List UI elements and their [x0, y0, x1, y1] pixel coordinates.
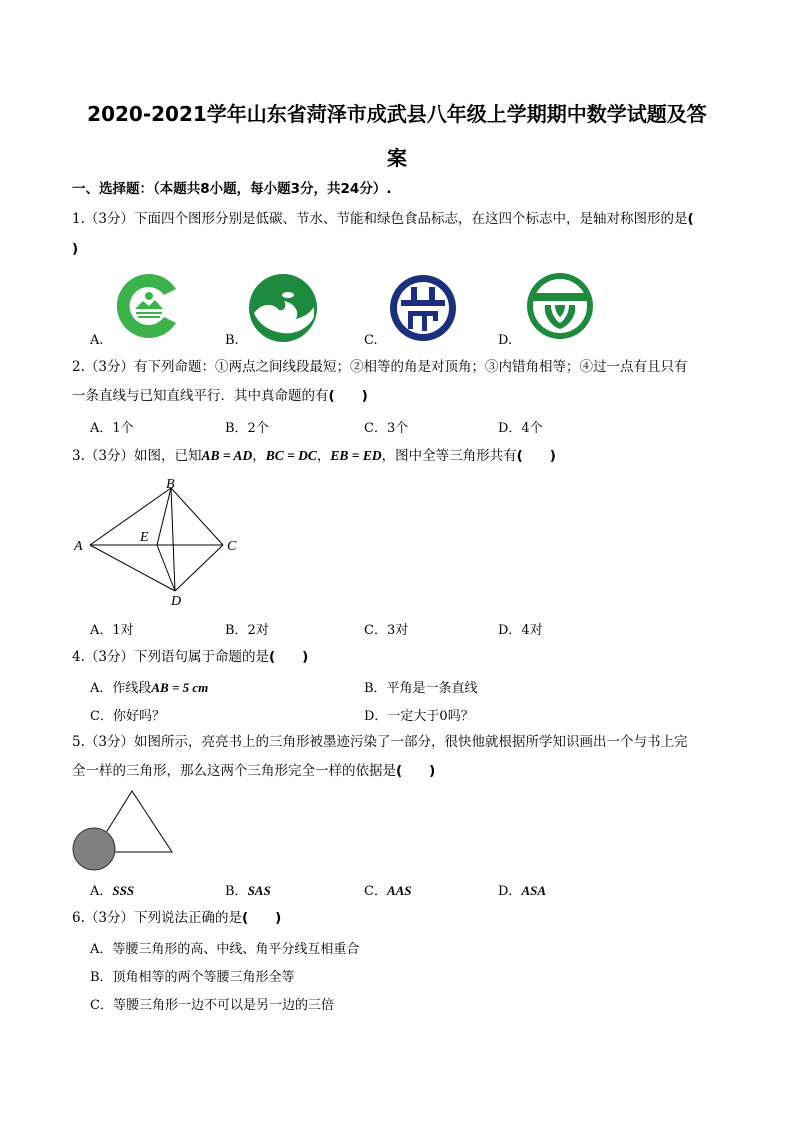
- q4-stem: 4.（3分）下列语句属于命题的是: [72, 649, 269, 665]
- q1-stem: 1.（3分）下面四个图形分别是低碳、节水、节能和绿色食品标志，在这四个标志中，是轴对称图形的是: [72, 211, 688, 227]
- q5-option-d-label: D．: [498, 884, 522, 899]
- label-e: E: [140, 530, 149, 545]
- q2-option-c[interactable]: C．3个: [364, 421, 409, 436]
- q4-paren: ( ): [268, 649, 309, 665]
- q1-option-c[interactable]: C.: [364, 333, 378, 348]
- page-title-line1: 2020-2021学年山东省菏泽市成武县八年级上学期期中数学试题及答: [87, 102, 707, 126]
- q4-option-a[interactable]: [90, 677, 208, 696]
- q2-option-b[interactable]: B．2个: [225, 421, 269, 436]
- q3-math-1: AB = AD: [201, 448, 253, 463]
- water-saving-logo: [248, 273, 318, 343]
- q6-text: [72, 909, 281, 927]
- q5-paren: ( ): [396, 763, 436, 779]
- q4-option-a-prefix: A．作线段: [90, 681, 152, 696]
- q2-paren: ( ): [328, 388, 368, 404]
- q1-option-b[interactable]: B.: [225, 333, 239, 348]
- q3-option-b[interactable]: B．2对: [225, 623, 269, 638]
- q3-suffix: ，图中全等三角形共有: [381, 448, 517, 464]
- label-c: C: [227, 539, 237, 554]
- q5-option-d[interactable]: [498, 880, 546, 899]
- q6-option-c[interactable]: C．等腰三角形一边不可以是另一边的三倍: [90, 998, 334, 1013]
- green-food-logo: [525, 271, 595, 341]
- section-heading: 一、选择题：（本题共8小题，每小题3分，共24分）.: [72, 181, 392, 197]
- q3-option-c[interactable]: C．3对: [364, 623, 409, 638]
- q3-prefix: 3.（3分）如图，已知: [72, 448, 202, 464]
- q5-option-b-math: SAS: [247, 883, 271, 898]
- q3-math-3: EB = ED: [330, 448, 382, 463]
- q3-text: [72, 447, 556, 465]
- q5-line2: [72, 762, 435, 780]
- label-a: A: [74, 539, 83, 554]
- q5-option-c-label: C．: [364, 884, 387, 899]
- q3-figure: [70, 475, 250, 610]
- q6-option-b[interactable]: B．顶角相等的两个等腰三角形全等: [90, 970, 295, 985]
- q6-stem: 6.（3分）下列说法正确的是: [72, 910, 242, 926]
- q1-paren-close: ): [72, 241, 79, 257]
- q5-option-c[interactable]: [364, 880, 412, 899]
- q1-option-d[interactable]: D.: [498, 333, 513, 348]
- q5-stem: 全一样的三角形，那么这两个三角形完全一样的依据是: [72, 763, 396, 779]
- q3-option-d[interactable]: D．4对: [498, 623, 543, 638]
- q4-option-a-math: AB = 5 cm: [151, 680, 209, 695]
- q4-option-b[interactable]: B．平角是一条直线: [364, 681, 478, 696]
- q3-sep1: ，: [252, 448, 266, 464]
- q5-figure: [70, 788, 180, 873]
- q2-stem: 一条直线与已知直线平行．其中真命题的有: [72, 388, 329, 404]
- q5-line1: 5.（3分）如图所示，亮亮书上的三角形被墨迹污染了一部分，很快他就根据所学知识画出一个与书上完: [72, 734, 688, 750]
- q5-option-a-label: A．: [90, 884, 113, 899]
- q3-math-2: BC = DC: [265, 448, 317, 463]
- low-carbon-logo: [114, 271, 184, 341]
- q3-option-a[interactable]: A．1对: [90, 623, 134, 638]
- q5-option-c-math: AAS: [386, 883, 412, 898]
- q5-option-b-label: B．: [225, 884, 248, 899]
- q1-paren-open: (: [687, 211, 694, 227]
- q3-sep2: ，: [316, 448, 331, 464]
- q4-option-d[interactable]: D．一定大于0吗？: [364, 709, 474, 724]
- q5-option-a-math: SSS: [112, 883, 135, 898]
- q3-paren: ( ): [516, 448, 556, 464]
- ink-blot: [73, 828, 115, 870]
- q2-line1: 2.（3分）有下列命题：①两点之间线段最短；②相等的角是对顶角；③内错角相等；④过一点有且只有: [72, 359, 688, 375]
- q2-line2: [72, 387, 368, 405]
- q5-option-b[interactable]: [225, 880, 271, 899]
- q4-option-c[interactable]: C．你好吗？: [90, 709, 165, 724]
- q2-option-a[interactable]: A．1个: [90, 421, 134, 436]
- q4-text: [72, 648, 308, 666]
- q1-option-a[interactable]: A.: [90, 333, 104, 348]
- page-title-line2: 案: [387, 146, 407, 170]
- q5-option-a[interactable]: [90, 880, 134, 899]
- energy-saving-logo: [388, 273, 458, 343]
- q6-option-a[interactable]: A．等腰三角形的高、中线、角平分线互相重合: [90, 942, 360, 957]
- q1-text: [72, 210, 694, 228]
- label-d: D: [171, 594, 182, 609]
- q6-paren: ( ): [241, 910, 282, 926]
- label-b: B: [166, 477, 175, 492]
- q5-option-d-math: ASA: [521, 883, 547, 898]
- q2-option-d[interactable]: D．4个: [498, 421, 543, 436]
